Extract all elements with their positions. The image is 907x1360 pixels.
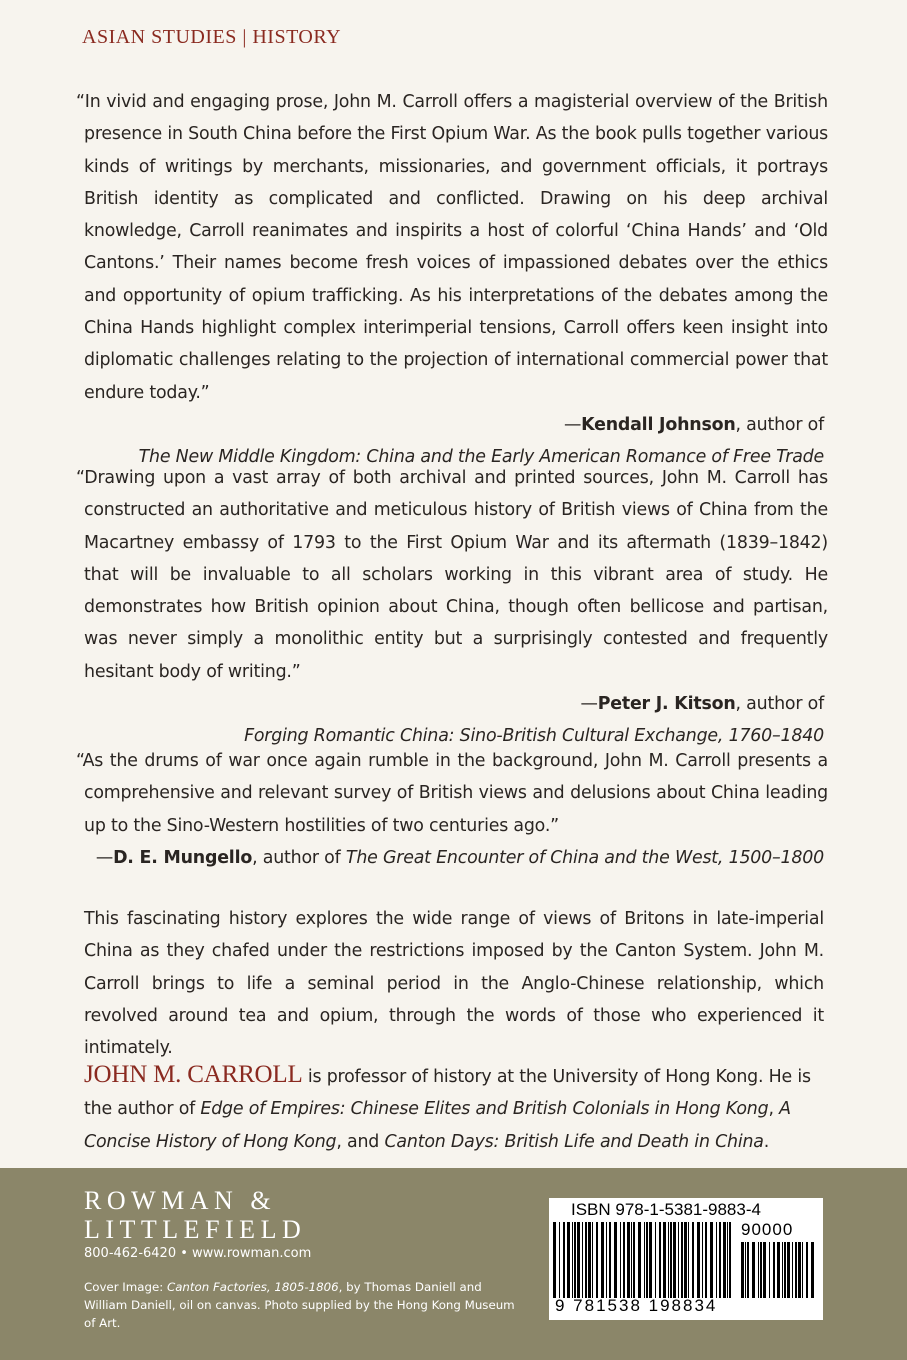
barcode-bar <box>644 1222 645 1298</box>
quote-attribution: —Peter J. Kitson, author of <box>580 694 824 715</box>
barcode-bar <box>719 1222 721 1298</box>
barcode-bar <box>663 1222 666 1298</box>
barcode-bar <box>702 1222 703 1298</box>
barcode-bar <box>692 1222 694 1298</box>
quote-author: Peter J. Kitson <box>597 694 736 715</box>
barcode-bar <box>577 1222 580 1298</box>
footer-band <box>0 1168 907 1360</box>
barcode-bar <box>697 1222 700 1298</box>
isbn-barcode-box <box>549 1198 823 1320</box>
barcode-digits: 9 781538 198834 <box>555 1296 718 1315</box>
barcode-bar <box>649 1222 652 1298</box>
barcode-bar <box>633 1222 635 1298</box>
barcode-bar <box>567 1222 570 1298</box>
price-code: 90000 <box>741 1220 794 1239</box>
barcode-bar <box>741 1242 744 1298</box>
barcode-bar <box>631 1222 632 1298</box>
barcode-bar <box>588 1222 591 1298</box>
barcode-bar <box>806 1242 808 1298</box>
barcode-bar <box>582 1222 583 1298</box>
quote-book: The Great Encounter of China and the West, 1500–1800 <box>345 847 824 868</box>
barcode-bar <box>723 1222 726 1298</box>
barcode-icon <box>551 1222 737 1298</box>
barcode-bar <box>614 1222 617 1298</box>
barcode-bar <box>678 1222 679 1298</box>
barcode-bar <box>596 1222 598 1298</box>
barcode-bar <box>773 1242 775 1298</box>
author-bio: JOHN M. CARROLL is professor of history at the University of Hong Kong. He is the author of Edge of Empires: Chinese Elites and British Colonials in Hong Kong, A Concise History of Hong Kong, and Canton Days: British Life and Death in China. <box>84 1061 811 1152</box>
quote-author: D. E. Mungello <box>113 847 253 868</box>
isbn-number: ISBN 978-1-5381-9883-4 <box>571 1200 761 1219</box>
book-description: This fascinating history explores the wide range of views of Britons in late-imperial China as they chafed under the restrictions imposed by the Canton System. John M. Carroll brings to life a seminal period in the Anglo-Chinese relationship, which revolved around tea and opium, through the words of those who experienced it intimately. <box>84 909 824 1059</box>
quote-book: The New Middle Kingdom: China and the Early American Romance of Free Trade <box>138 447 824 468</box>
quote-attribution: —D. E. Mungello, author of The Great Encounter of China and the West, 1500–1800 <box>95 847 824 868</box>
addon-barcode-icon <box>739 1242 819 1298</box>
barcode-bar <box>688 1222 689 1298</box>
barcode-bar <box>782 1242 783 1298</box>
barcode-bar <box>559 1222 560 1298</box>
barcode-bar <box>620 1222 621 1298</box>
barcode-bar <box>574 1222 576 1298</box>
quote-author: Kendall Johnson <box>581 414 736 435</box>
review-quote-2 <box>76 462 828 753</box>
barcode-bar <box>787 1242 790 1298</box>
category-label: ASIAN STUDIES | HISTORY <box>82 26 342 48</box>
cover-credit: Cover Image: Canton Factories, 1805-1806, by Thomas Daniell and William Daniell, oil on canvas. Photo supplied by the Hong Kong Museum of Art. <box>84 1280 515 1330</box>
barcode-bar <box>592 1222 593 1298</box>
barcode-bar <box>572 1222 573 1298</box>
barcode-bar <box>758 1242 759 1298</box>
barcode-bar <box>763 1242 766 1298</box>
barcode-bar <box>795 1242 797 1298</box>
barcode-bar <box>673 1222 676 1298</box>
barcode-bar <box>811 1242 814 1298</box>
barcode-bar <box>609 1222 611 1298</box>
barcode-bar <box>792 1242 793 1298</box>
barcode-bar <box>627 1222 630 1298</box>
barcode-bar <box>716 1222 717 1298</box>
quote-text: “As the drums of war once again rumble in the background, John M. Carroll presents a comprehensive and relevant survey of British views and delusions about China leading up to the Sino-Western hostilities of two centuries ago.” <box>76 751 828 836</box>
barcode-bar <box>563 1222 565 1298</box>
barcode-bar <box>705 1222 707 1298</box>
barcode-bar <box>606 1222 607 1298</box>
barcode-bar <box>623 1222 625 1298</box>
barcode-bar <box>752 1242 755 1298</box>
barcode-bar <box>745 1242 746 1298</box>
author-name: JOHN M. CARROLL <box>84 1061 303 1088</box>
barcode-bar <box>729 1222 731 1298</box>
publisher-logo: ROWMAN & LITTLEFIELD <box>84 1186 307 1244</box>
barcode-bar <box>684 1222 687 1298</box>
review-quote-1 <box>76 86 828 474</box>
publisher-contact: 800-462-6420 • www.rowman.com <box>84 1246 312 1261</box>
barcode-bar <box>802 1242 803 1298</box>
barcode-bar <box>681 1222 683 1298</box>
barcode-bar <box>760 1242 762 1298</box>
quote-attribution: —Kendall Johnson, author of <box>563 414 824 435</box>
barcode-bar <box>553 1222 556 1298</box>
quote-book: Forging Romantic China: Sino-British Cultural Exchange, 1760–1840 <box>244 726 824 747</box>
quote-text: “Drawing upon a vast array of both archival and printed sources, John M. Carroll has constructed an authoritative and meticulous history of British views of China from the Macartney embassy of 1793 to the First Opium War and its aftermath (1839–1842) that will be invaluable to all scholars working in this vibrant area of study. He demonstrates how British opinion about China, though often bellicose and partisan, was never simply a monolithic entity but a surprisingly contested and frequently hesitant body of writing.” <box>76 468 828 682</box>
barcode-bar <box>659 1222 661 1298</box>
quote-text: “In vivid and engaging prose, John M. Carroll offers a magisterial overview of the British presence in South China before the First Opium War. As the book pulls together various kinds of writings by merchants, missionaries, and government officials, it portrays British identity as complicated and conflicted. Drawing on his deep archival knowledge, Carroll reanimates and inspirits a host of colorful ‘China Hands’ and ‘Old Cantons.’ Their names become fresh voices of impassioned debates over the ethics and opportunity of opium trafficking. As his interpretations of the debates among the China Hands highlight complex interimperial tensions, Carroll offers keen insight into diplomatic challenges relating to the projection of international commercial power that endure today.” <box>76 92 828 403</box>
barcode-bar <box>655 1222 656 1298</box>
barcode-bar <box>668 1222 669 1298</box>
barcode-bar <box>670 1222 672 1298</box>
review-quote-3 <box>76 745 828 874</box>
barcode-bar <box>638 1222 641 1298</box>
barcode-bar <box>585 1222 587 1298</box>
barcode-bar <box>727 1222 728 1298</box>
barcode-bar <box>784 1242 786 1298</box>
barcode-bar <box>798 1242 801 1298</box>
barcode-bar <box>710 1222 713 1298</box>
barcode-bar <box>747 1242 749 1298</box>
barcode-bar <box>601 1222 604 1298</box>
barcode-bar <box>646 1222 648 1298</box>
barcode-bar <box>769 1242 770 1298</box>
barcode-bar <box>777 1242 780 1298</box>
